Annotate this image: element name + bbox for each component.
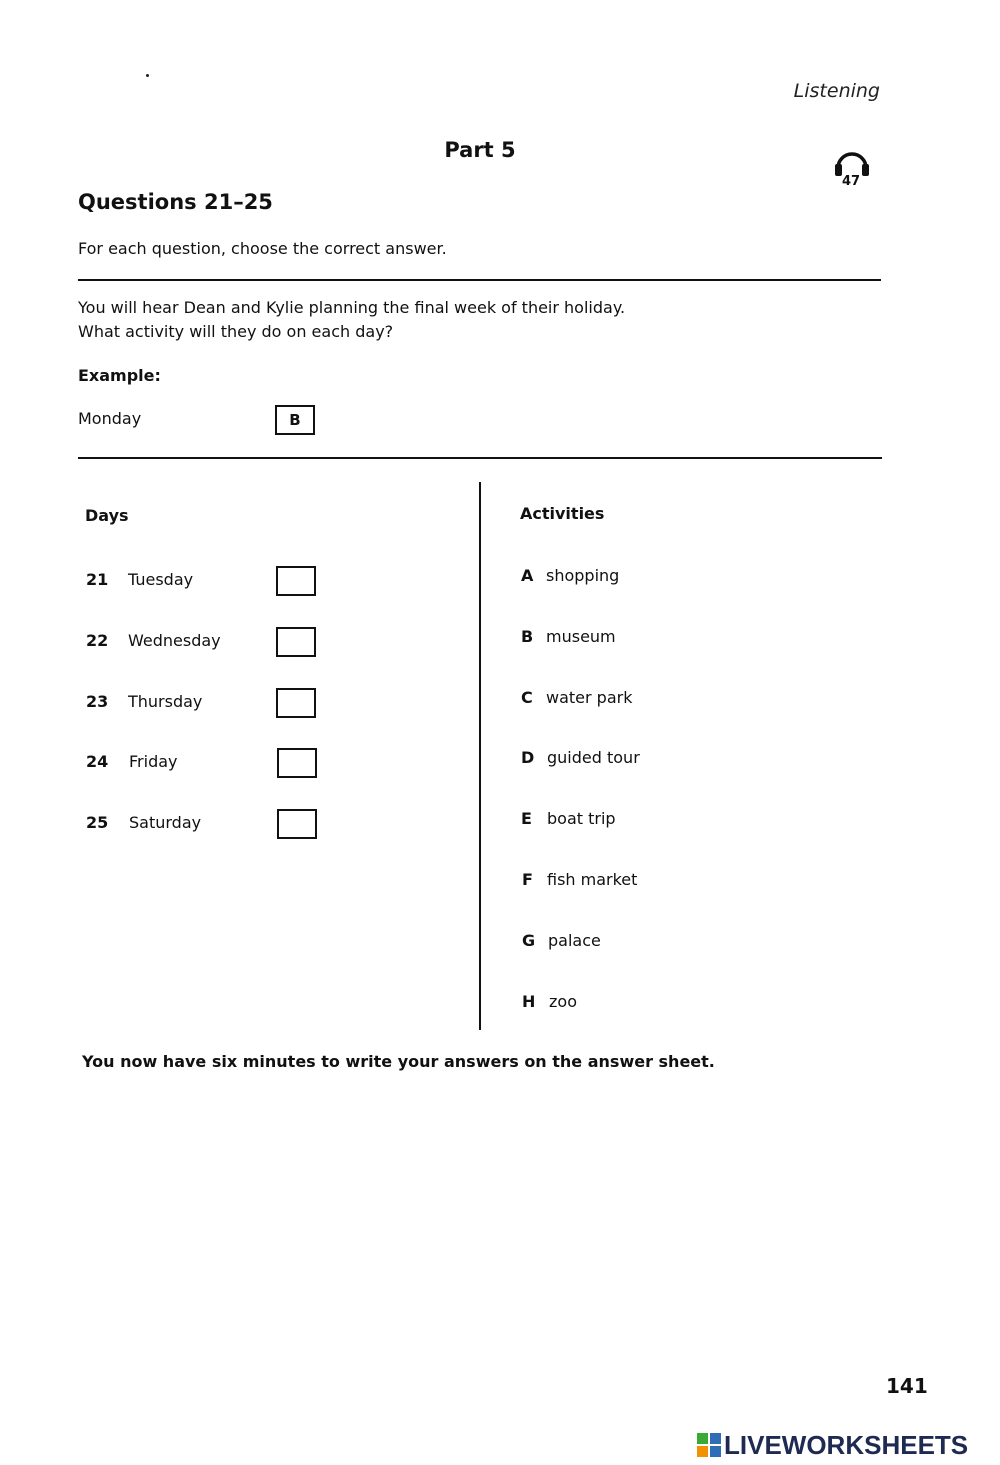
activity-letter-c: C [521,688,533,707]
page-number: 141 [886,1374,928,1398]
divider-top [78,279,881,281]
answer-box-25[interactable] [277,809,317,839]
question-day-25: Saturday [129,813,202,832]
part-title: Part 5 [444,138,516,162]
activity-letter-b: B [521,627,534,646]
instruction-text: For each question, choose the correct answer. [78,239,447,258]
answer-box-23[interactable] [276,688,316,718]
question-day-24: Friday [129,752,178,771]
activities-title: Activities [520,504,605,523]
activity-letter-d: D [521,748,535,767]
question-day-22: Wednesday [128,631,221,650]
activity-text-h: zoo [549,992,577,1011]
question-day-23: Thursday [128,692,203,711]
questions-title: Questions 21–25 [78,190,273,214]
brand-name: LIVEWORKSHEETS [724,1430,969,1460]
divider-bottom [78,457,882,459]
activity-letter-f: F [522,870,533,889]
example-answer-box: B [275,405,315,435]
activity-text-f: fish market [547,870,638,889]
question-number-23: 23 [86,692,109,711]
question-day-21: Tuesday [128,570,194,589]
activity-text-e: boat trip [547,809,616,828]
answer-box-24[interactable] [277,748,317,778]
example-day: Monday [78,409,142,428]
activity-letter-e: E [521,809,532,828]
brand-logo-icon [697,1433,721,1457]
example-label: Example: [78,366,161,385]
activity-text-c: water park [546,688,633,707]
liveworksheets-logo[interactable] [697,1430,997,1460]
answer-box-22[interactable] [276,627,316,657]
activity-text-a: shopping [546,566,620,585]
question-number-24: 24 [86,752,109,771]
activity-text-d: guided tour [547,748,640,767]
question-number-22: 22 [86,631,109,650]
activity-letter-a: A [521,566,534,585]
question-number-25: 25 [86,813,109,832]
column-divider [479,482,481,1030]
question-number-21: 21 [86,570,109,589]
activity-letter-g: G [522,931,536,950]
context-line-2: What activity will they do on each day? [78,322,394,341]
answer-box-21[interactable] [276,566,316,596]
section-label: Listening [793,80,880,102]
activity-text-b: museum [546,627,616,646]
days-title: Days [85,506,129,525]
activity-letter-h: H [522,992,536,1011]
stray-dot [146,74,149,77]
context-text [78,296,625,344]
track-number: 47 [841,174,861,189]
time-instruction: You now have six minutes to write your answers on the answer sheet. [82,1052,715,1071]
context-line-1: You will hear Dean and Kylie planning the final week of their holiday. [78,298,626,317]
activity-text-g: palace [548,931,601,950]
